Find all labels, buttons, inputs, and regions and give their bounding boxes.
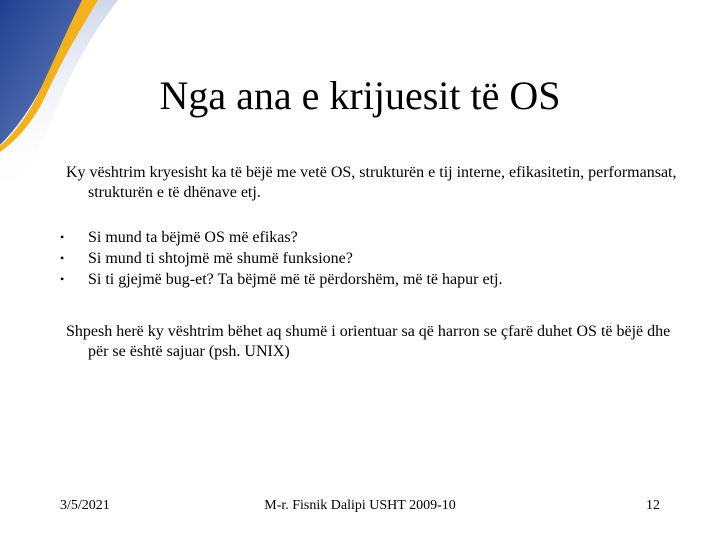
intro-paragraph: Ky vështrim kryesisht ka të bëjë me vetë OS, strukturën e tij interne, efikasitetin, performansat, strukturën e të dhënave etj. [66, 164, 677, 201]
bullet-icon: • [60, 230, 65, 244]
bullet-text: Si mund ta bëjmë OS më efikas? [88, 229, 298, 246]
footer-date: 3/5/2021 [60, 498, 110, 513]
bullet-text: Si mund ti shtojmë më shumë funksione? [88, 250, 353, 267]
footer-author: M-r. Fisnik Dalipi USHT 2009-10 [264, 498, 456, 513]
bullet-item [60, 269, 502, 290]
bullet-icon: • [60, 272, 65, 286]
bullet-item [60, 227, 502, 248]
slide-title: Nga ana e krijuesit të OS [159, 73, 561, 118]
bullet-icon: • [60, 251, 65, 265]
bullet-item [60, 248, 502, 269]
bullet-text: Si ti gjejmë bug-et? Ta bëjmë më të përdorshëm, më të hapur etj. [88, 271, 503, 288]
slide-number: 12 [646, 498, 660, 513]
closing-paragraph: Shpesh herë ky vështrim bëhet aq shumë i orientuar sa që harron se çfarë duhet OS të bëjë dhe për se është sajuar (psh. UNIX) [66, 323, 671, 360]
bullet-list [60, 227, 502, 290]
